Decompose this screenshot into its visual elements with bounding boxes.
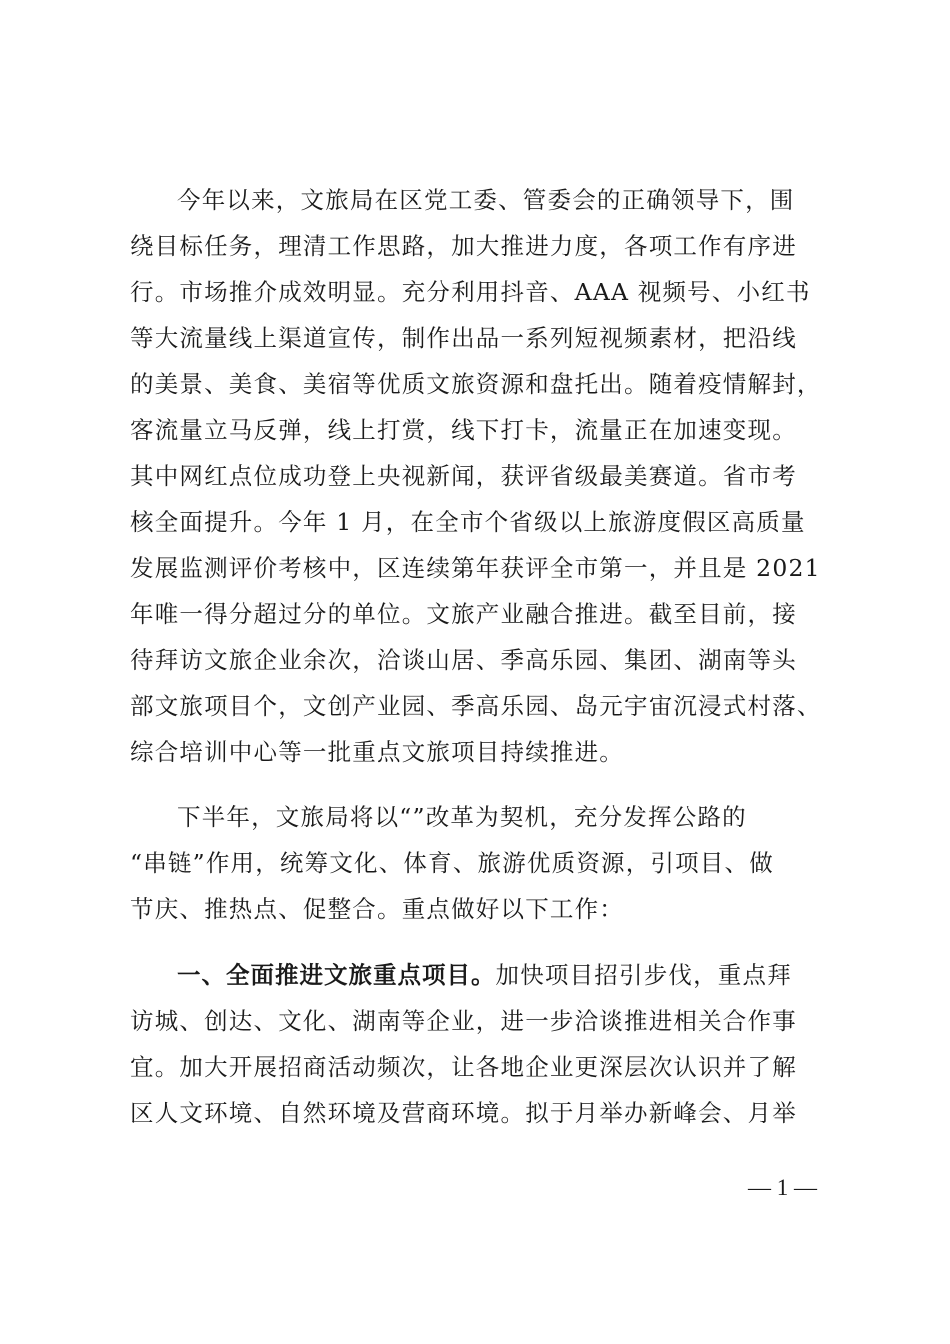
section-heading: 一、全面推进文旅重点项目。 xyxy=(177,961,496,989)
text-line: 宜。加大开展招商活动频次，让各地企业更深层次认识并了解 xyxy=(130,1053,797,1081)
text-line: 节庆、推热点、促整合。重点做好以下工作： xyxy=(130,895,624,923)
text-line: 综合培训中心等一批重点文旅项目持续推进。 xyxy=(130,738,624,766)
text-span: 加快项目招引步伐，重点拜 xyxy=(495,961,792,989)
text-line: 部文旅项目个，文创产业园、季高乐园、岛元宇宙沉浸式村落、 xyxy=(130,692,822,720)
page-number: — 1 — xyxy=(748,1175,817,1200)
text-line: 下半年，文旅局将以“”改革为契机，充分发挥公路的 xyxy=(177,803,747,831)
text-line: 年唯一得分超过分的单位。文旅产业融合推进。截至目前，接 xyxy=(130,600,797,628)
text-line xyxy=(177,955,792,995)
text-line: 绕目标任务，理清工作思路，加大推进力度，各项工作有序进 xyxy=(130,232,797,260)
text-line: 其中网红点位成功登上央视新闻，获评省级最美赛道。省市考 xyxy=(130,462,797,490)
text-line: 客流量立马反弹，线上打赏，线下打卡，流量正在加速变现。 xyxy=(130,416,797,444)
text-line: 行。市场推介成效明显。充分利用抖音、AAA 视频号、小红书 xyxy=(130,278,811,306)
text-line: 等大流量线上渠道宣传，制作出品一系列短视频素材，把沿线 xyxy=(130,324,797,352)
text-line: 发展监测评价考核中，区连续第年获评全市第一，并且是 2021 xyxy=(130,554,821,582)
text-line: 核全面提升。今年 1 月，在全市个省级以上旅游度假区高质量 xyxy=(130,508,806,536)
text-line: 区人文环境、自然环境及营商环境。拟于月举办新峰会、月举 xyxy=(130,1099,797,1127)
text-line: 待拜访文旅企业余次，洽谈山居、季高乐园、集团、湖南等头 xyxy=(130,646,797,674)
text-line: “串链”作用，统筹文化、体育、旅游优质资源，引项目、做 xyxy=(130,849,774,877)
text-line: 的美景、美食、美宿等优质文旅资源和盘托出。随着疫情解封， xyxy=(130,370,822,398)
text-line: 访城、创达、文化、湖南等企业，进一步洽谈推进相关合作事 xyxy=(130,1007,797,1035)
text-line: 今年以来，文旅局在区党工委、管委会的正确领导下，围 xyxy=(177,186,795,214)
